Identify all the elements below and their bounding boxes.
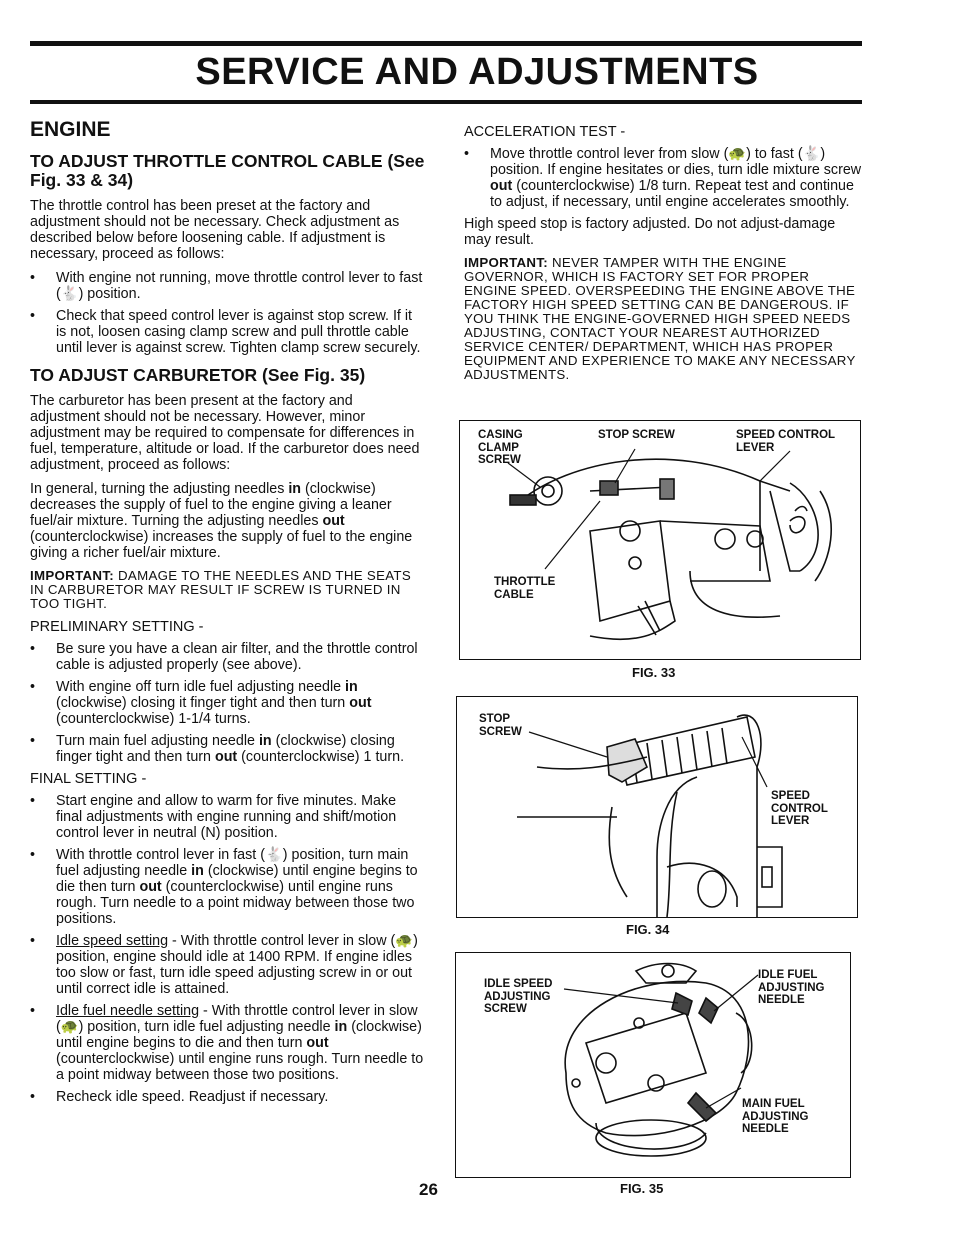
label-speed-control-lever: SPEED CONTROL LEVER: [736, 429, 836, 454]
left-column: [30, 118, 426, 1111]
label-idle-fuel-needle: IDLE FUEL ADJUSTING NEEDLE: [758, 969, 825, 1006]
final-heading: FINAL SETTING -: [30, 771, 147, 787]
rabbit-icon: 🐇: [802, 146, 821, 162]
list-item: • With engine not running, move throttle control lever to fast (🐇) position.: [30, 270, 426, 302]
title-rule: [30, 100, 862, 104]
list-item: • With engine off turn idle fuel adjusting needle in (clockwise) closing it finger tight and then turn out (counterclockwise) 1-1/4 turns.: [30, 679, 426, 727]
rabbit-icon: 🐇: [264, 847, 283, 863]
throttle-intro: The throttle control has been preset at the factory and adjustment should not be necessary. Check adjustment as described below before loosening cable. If adjustment is necessary, proceed as follows:: [30, 198, 400, 262]
carburetor-intro: The carburetor has been present at the factory and adjustment should not be necessary. However, minor adjustment may be required to compensate for differences in fuel, temperature, altitude or load. If the carburetor does need adjustment, proceed as follows:: [30, 393, 420, 473]
list-item: • With throttle control lever in fast (🐇) position, turn main fuel adjusting needle in (clockwise) until engine begins to die then turn out (counterclockwise) until engine runs rough. Turn needle to a point midway between those two positions.: [30, 847, 426, 927]
acceleration-steps: [464, 146, 862, 210]
label-idle-speed-screw: IDLE SPEED ADJUSTING SCREW: [484, 978, 553, 1015]
governor-important: IMPORTANT: NEVER TAMPER WITH THE ENGINE GOVERNOR, WHICH IS FACTORY SET FOR PROPER ENGINE SPEED. OVERSPEEDING THE ENGINE ABOVE THE FACTORY HIGH SPEED SETTING CAN BE DANGEROUS. IF YOU THINK THE ENGINE-GOVERNED HIGH SPEED NEEDS ADJUSTING, CONTACT YOUR NEAREST AUTHORIZED SERVICE CENTER/ DEPARTMENT, WHICH HAS PROPER EQUIPMENT AND EXPERIENCE TO MAKE ANY NECESSARY ADJUSTMENTS.: [464, 255, 856, 382]
list-item: • Check that speed control lever is against stop screw. If it is not, loosen casing clamp screw and pull throttle cable until lever is against screw. Tighten clamp screw securely.: [30, 308, 426, 356]
carburetor-general: In general, turning the adjusting needles in (clockwise) decreases the supply of fuel to the engine giving a leaner fuel/air mixture. Turning the adjusting needles out (counterclockwise) increases the supply of fuel to the engine giving a richer fuel/air mixture.: [30, 481, 413, 561]
high-speed-note: High speed stop is factory adjusted. Do not adjust-damage may result.: [464, 216, 836, 248]
list-item: • Idle fuel needle setting - With throttle control lever in slow (🐢) position, turn idle fuel adjusting needle in (clockwise) until engine begins to die and then turn out (counterclockwise) until engine runs rough. Turn needle to a point midway between those two positions.: [30, 1003, 426, 1083]
throttle-heading: TO ADJUST THROTTLE CONTROL CABLE (See Fig. 33 & 34): [30, 151, 425, 190]
page-title: SERVICE AND ADJUSTMENTS: [195, 51, 759, 93]
preliminary-steps: [30, 641, 426, 765]
figure-35-caption: FIG. 35: [620, 1181, 664, 1196]
label-main-fuel-needle: MAIN FUEL ADJUSTING NEEDLE: [742, 1098, 809, 1135]
figure-34: [456, 696, 858, 918]
label-stop-screw: STOP SCREW: [598, 429, 675, 441]
acceleration-heading: ACCELERATION TEST -: [464, 124, 626, 140]
engine-heading: ENGINE: [30, 118, 111, 141]
figure-33: [459, 420, 861, 660]
figure-35: [455, 952, 851, 1178]
page-number: 26: [419, 1180, 438, 1199]
rabbit-icon: 🐇: [60, 286, 79, 302]
label-casing-clamp-screw: CASING CLAMP SCREW: [478, 429, 523, 466]
figure-33-caption: FIG. 33: [632, 665, 676, 680]
carburetor-important: IMPORTANT: DAMAGE TO THE NEEDLES AND THE SEATS IN CARBURETOR MAY RESULT IF SCREW IS TURNED IN TOO TIGHT.: [30, 568, 412, 611]
label-stop-screw: STOP SCREW: [479, 713, 522, 738]
list-item: • Turn main fuel adjusting needle in (clockwise) closing finger tight and then turn out (counterclockwise) 1 turn.: [30, 733, 426, 765]
final-steps: [30, 793, 426, 1105]
top-rule: [30, 41, 862, 46]
list-item: • Start engine and allow to warm for five minutes. Make final adjustments with engine running and shift/motion control lever in neutral (N) position.: [30, 793, 426, 841]
list-item: • Idle speed setting - With throttle control lever in slow (🐢) position, engine should idle at 1400 RPM. If engine idles too slow or fast, turn idle speed adjusting screw in or out until correct idle is attained.: [30, 933, 426, 997]
preliminary-heading: PRELIMINARY SETTING -: [30, 619, 204, 635]
right-column: [464, 124, 862, 390]
figure-34-caption: FIG. 34: [626, 922, 670, 937]
throttle-steps: [30, 270, 426, 356]
carburetor-heading: TO ADJUST CARBURETOR (See Fig. 35): [30, 365, 366, 385]
turtle-icon: 🐢: [728, 146, 747, 162]
label-throttle-cable: THROTTLE CABLE: [494, 576, 556, 601]
turtle-icon: 🐢: [60, 1019, 79, 1035]
list-item: • Be sure you have a clean air filter, and the throttle control cable is adjusted properly (see above).: [30, 641, 426, 673]
list-item: • Move throttle control lever from slow (🐢) to fast (🐇) position. If engine hesitates or dies, turn idle mixture screw out (counterclockwise) 1/8 turn. Repeat test and continue to adjust, if necessary, until engine accelerates smoothly.: [464, 146, 862, 210]
list-item: • Recheck idle speed. Readjust if necessary.: [30, 1089, 426, 1105]
turtle-icon: 🐢: [395, 933, 414, 949]
label-speed-control-lever: SPEED CONTROL LEVER: [771, 790, 828, 827]
